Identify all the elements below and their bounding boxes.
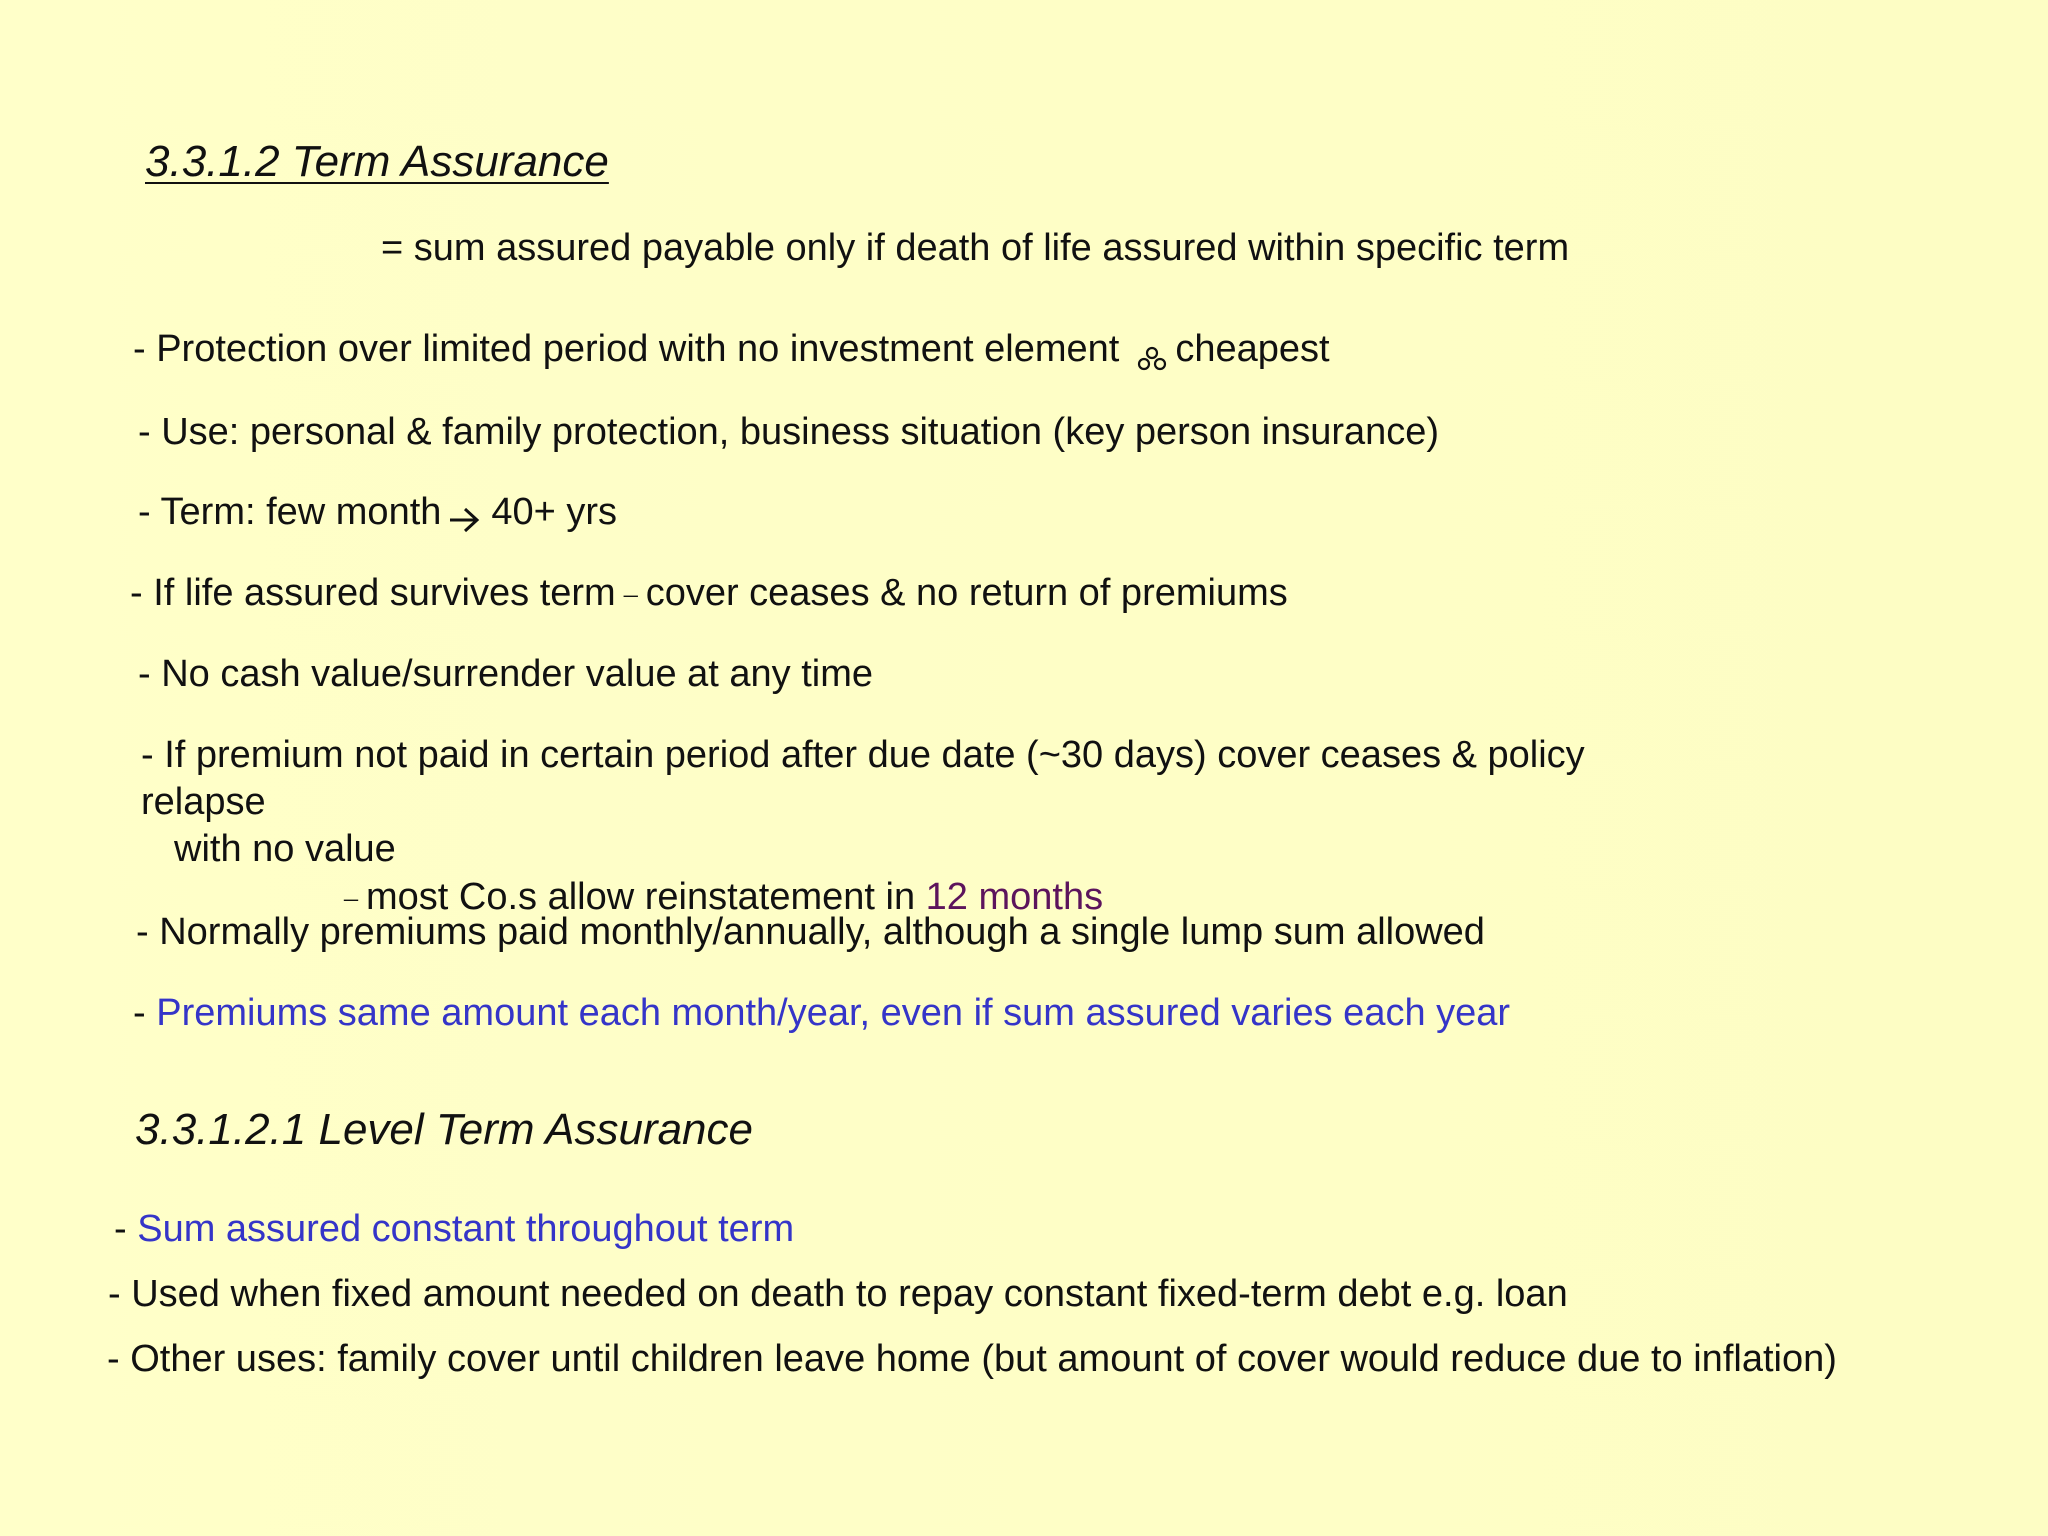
bullet-term-suffix: 40+ yrs	[491, 491, 618, 533]
bullet-protection-text: - Protection over limited period with no investment element	[133, 328, 1120, 370]
bullet-term-text: - Term: few month	[138, 491, 442, 533]
en-dash: –	[344, 883, 358, 915]
item-other-uses: - Other uses: family cover until children leave home (but amount of cover would reduce due to inflation)	[107, 1338, 1837, 1380]
bullet-protection	[133, 327, 1330, 373]
bullet-term	[138, 490, 617, 536]
bullet-survives	[130, 571, 1288, 617]
bullet-protection-suffix: cheapest	[1175, 328, 1330, 370]
arrow-right-icon	[447, 500, 481, 528]
item-constant-text: Sum assured constant throughout term	[137, 1208, 795, 1250]
reinstatement-period: 12 months	[925, 876, 1104, 918]
bullet-premiums-same	[133, 991, 1510, 1037]
bullet-premiums-same-prefix: -	[133, 992, 157, 1034]
therefore-icon	[1137, 338, 1167, 364]
bullet-survives-text: - If life assured survives term	[130, 572, 616, 614]
subsection-title: 3.3.1.2.1 Level Term Assurance	[135, 1105, 753, 1154]
definition-text: = sum assured payable only if death of life assured within specific term	[381, 227, 1570, 269]
bullet-premium-not-paid-line3: with no value	[174, 828, 396, 870]
bullet-use: - Use: personal & family protection, business situation (key person insurance)	[138, 411, 1440, 453]
bullet-premium-not-paid-line1: - If premium not paid in certain period after due date (~30 days) cover ceases & policy	[141, 734, 1585, 776]
bullet-no-cash: - No cash value/surrender value at any time	[138, 653, 874, 695]
reinstatement-text: most Co.s allow reinstatement in	[366, 876, 916, 918]
bullet-premiums-same-text: Premiums same amount each month/year, even if sum assured varies each year	[156, 992, 1511, 1034]
item-constant-prefix: -	[114, 1208, 138, 1250]
item-used-when: - Used when fixed amount needed on death to repay constant fixed-term debt e.g. loan	[108, 1273, 1568, 1315]
section-title: 3.3.1.2 Term Assurance	[145, 137, 609, 186]
bullet-normally: - Normally premiums paid monthly/annually, although a single lump sum allowed	[136, 911, 1485, 953]
bullet-survives-suffix: cover ceases & no return of premiums	[645, 572, 1288, 614]
item-constant	[114, 1207, 794, 1253]
bullet-premium-not-paid-line2: relapse	[141, 781, 266, 823]
en-dash: –	[623, 579, 638, 611]
